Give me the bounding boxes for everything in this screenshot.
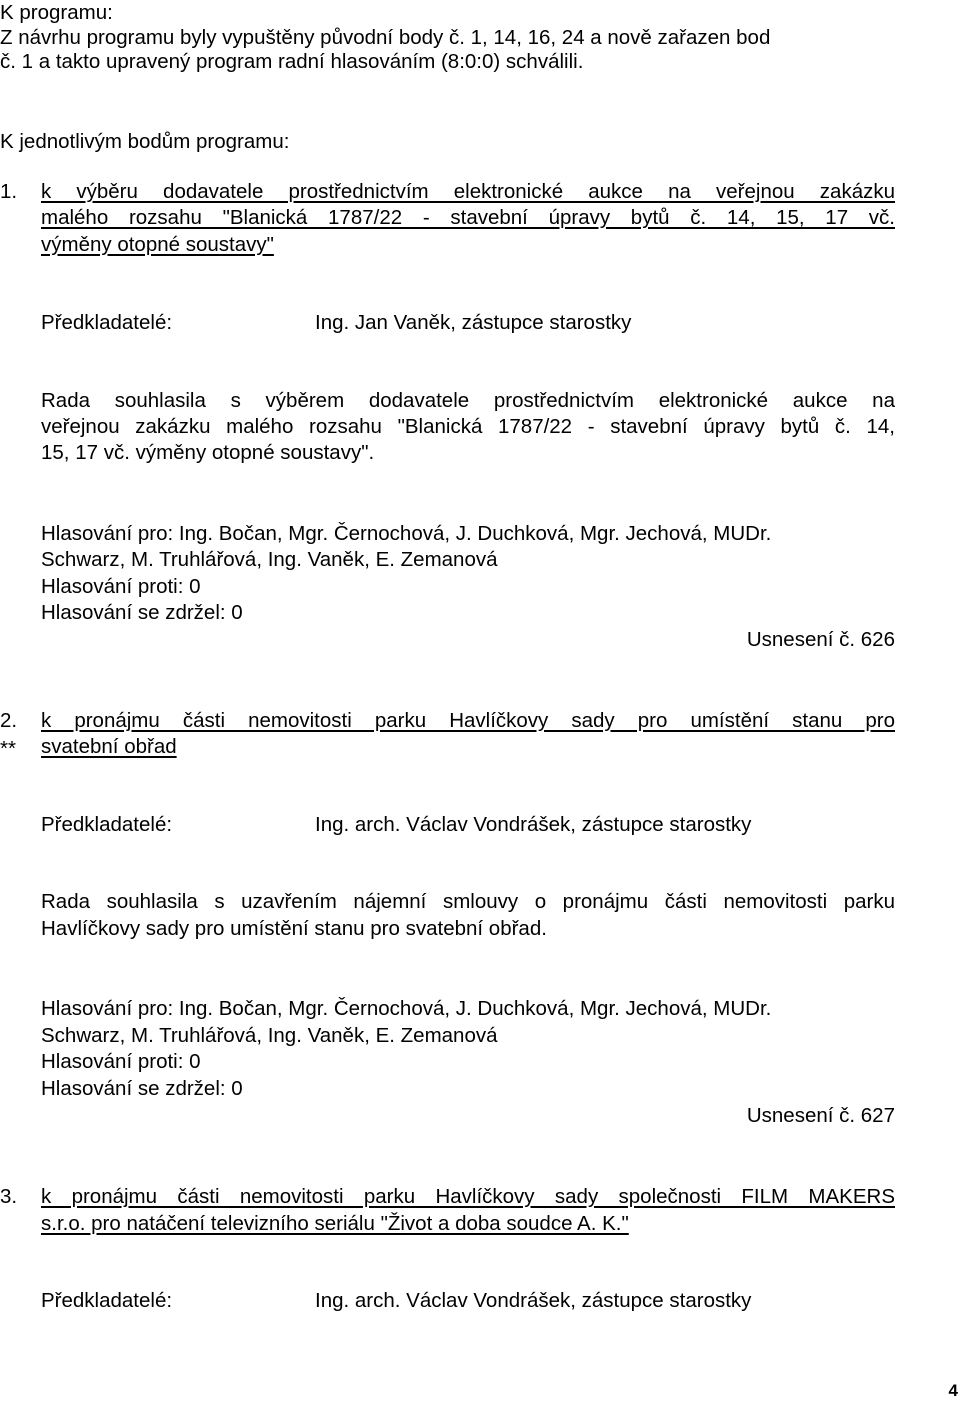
page-number: 4 xyxy=(948,1381,958,1400)
item-title-line: k pronájmu části nemovitosti parku Havlíčkovy sady společnosti FILM MAKERS xyxy=(41,1185,895,1208)
submitter-label: Předkladatelé: xyxy=(41,1289,173,1312)
program-text-line: č. 1 a takto upravený program radní hlasováním (8:0:0) schválili. xyxy=(0,50,584,73)
item-title-line: svatební obřad xyxy=(41,735,177,758)
program-heading: K programu: xyxy=(0,1,113,24)
vote-for-line: Hlasování pro: Ing. Bočan, Mgr. Černochová, J. Duchková, Mgr. Jechová, MUDr. xyxy=(41,997,772,1020)
program-text-line: Z návrhu programu byly vypuštěny původní body č. 1, 14, 16, 24 a nově zařazen bod xyxy=(0,26,771,49)
resolution-number: Usnesení č. 627 xyxy=(746,1104,895,1127)
vote-for-line: Hlasování pro: Ing. Bočan, Mgr. Černochová, J. Duchková, Mgr. Jechová, MUDr. xyxy=(41,522,772,545)
resolution-number: Usnesení č. 626 xyxy=(746,628,895,651)
item-title-line: k výběru dodavatele prostřednictvím elektronické aukce na veřejnou zakázku xyxy=(41,180,895,203)
submitter-label: Předkladatelé: xyxy=(41,813,173,836)
resolution-text-line: veřejnou zakázku malého rozsahu "Blanická 1787/22 - stavební úpravy bytů č. 14, xyxy=(41,415,895,438)
resolution-text-line: Havlíčkovy sady pro umístění stanu pro svatební obřad. xyxy=(41,917,547,940)
submitter-label: Předkladatelé: xyxy=(41,311,173,334)
submitter-name: Ing. arch. Václav Vondrášek, zástupce starostky xyxy=(315,813,752,836)
item-number: 3. xyxy=(0,1185,18,1208)
resolution-text-line: Rada souhlasila s uzavřením nájemní smlouvy o pronájmu části nemovitosti parku xyxy=(41,890,895,913)
vote-abstain: Hlasování se zdržel: 0 xyxy=(41,601,243,624)
points-heading: K jednotlivým bodům programu: xyxy=(0,130,290,153)
item-title-line: výměny otopné soustavy" xyxy=(41,233,274,256)
vote-for-line: Schwarz, M. Truhlářová, Ing. Vaněk, E. Zemanová xyxy=(41,548,498,571)
submitter-name: Ing. Jan Vaněk, zástupce starostky xyxy=(315,311,632,334)
item-mark: ** xyxy=(0,737,16,760)
item-number: 2. xyxy=(0,709,18,732)
resolution-text-line: 15, 17 vč. výměny otopné soustavy". xyxy=(41,441,375,464)
resolution-text-line: Rada souhlasila s výběrem dodavatele prostřednictvím elektronické aukce na xyxy=(41,389,895,412)
vote-against: Hlasování proti: 0 xyxy=(41,575,201,598)
item-title-line: k pronájmu části nemovitosti parku Havlíčkovy sady pro umístění stanu pro xyxy=(41,709,895,732)
vote-for-line: Schwarz, M. Truhlářová, Ing. Vaněk, E. Zemanová xyxy=(41,1024,498,1047)
item-title-line: s.r.o. pro natáčení televizního seriálu "Život a doba soudce A. K." xyxy=(41,1212,629,1235)
vote-abstain: Hlasování se zdržel: 0 xyxy=(41,1077,243,1100)
item-title-line: malého rozsahu "Blanická 1787/22 - stavební úpravy bytů č. 14, 15, 17 vč. xyxy=(41,206,895,229)
vote-against: Hlasování proti: 0 xyxy=(41,1050,201,1073)
item-number: 1. xyxy=(0,180,18,203)
submitter-name: Ing. arch. Václav Vondrášek, zástupce starostky xyxy=(315,1289,752,1312)
